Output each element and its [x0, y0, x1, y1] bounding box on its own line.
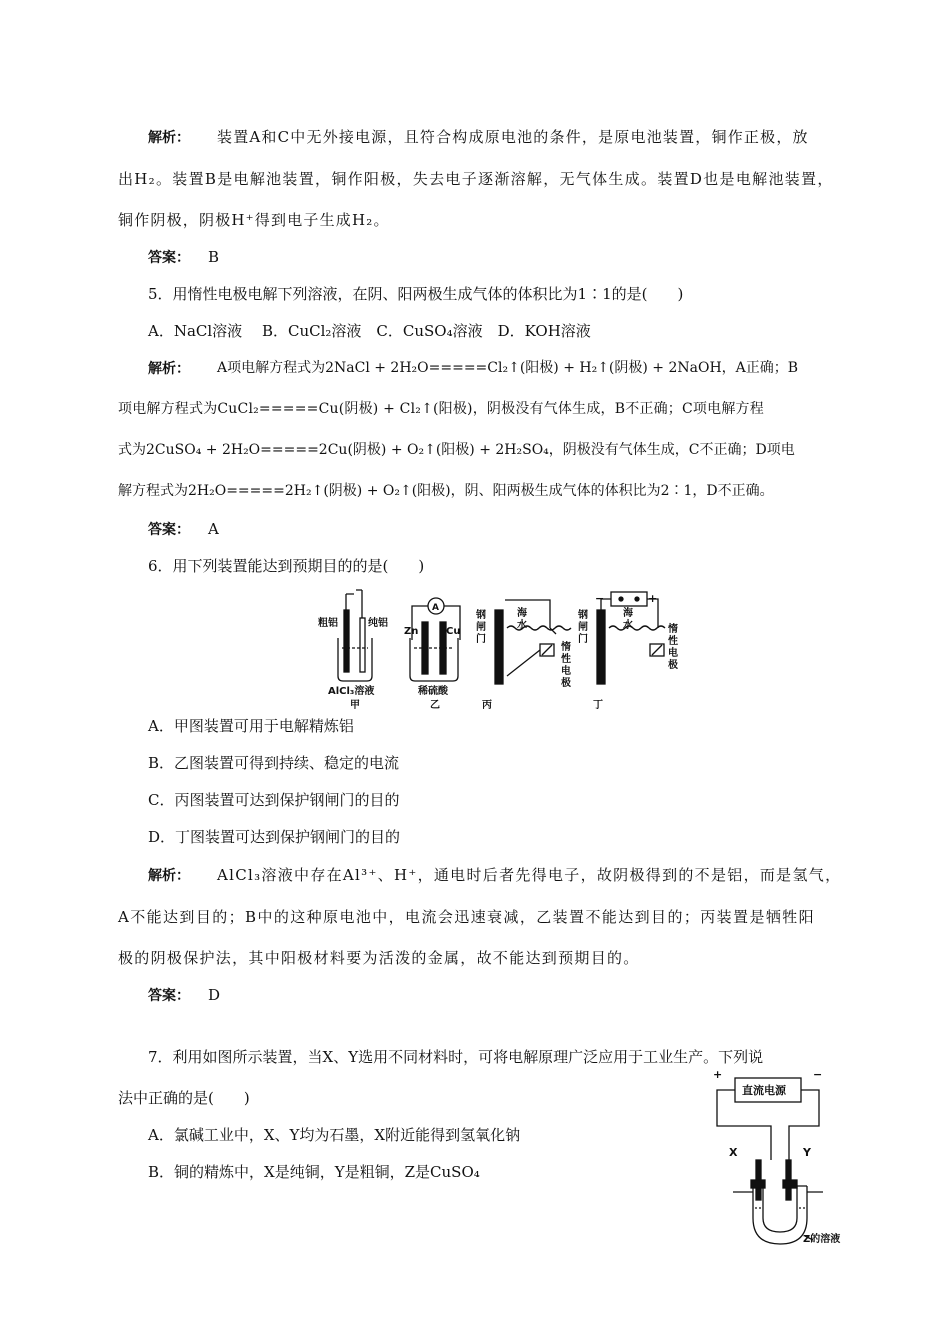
q6-option-b: B．乙图装置可得到持续、稳定的电流 — [148, 754, 400, 772]
q7-stem-line-1: 7．利用如图所示装置，当X、Y选用不同材料时，可将电解原理广泛应用于工业生产。下列说 — [148, 1048, 764, 1066]
q7-minus-sign: − — [813, 1068, 823, 1081]
yi-ammeter-label: A — [432, 603, 439, 613]
yi-right-label: Cu — [446, 626, 461, 637]
q5-answer: 答案： A — [148, 520, 219, 538]
q5-stem: 5．用惰性电极电解下列溶液，在阴、阳两极生成气体的体积比为1∶1的是( ) — [148, 285, 684, 303]
q4-analysis-label: 解析： — [148, 130, 190, 146]
ding-minus-sign: − — [595, 592, 605, 605]
q6-apparatus-figure — [310, 588, 700, 713]
q7-electrode-y-label: Y — [803, 1146, 811, 1159]
q7-electrolysis-figure — [705, 1068, 860, 1253]
q7-solution-label: Z的溶液 — [803, 1234, 841, 1245]
q4-analysis-line-3: 铜作阴极，阴极H⁺得到电子生成H₂。 — [118, 211, 390, 229]
bing-water-label: 海水 — [517, 608, 527, 631]
q6-analysis-line-3: 极的阴极保护法，其中阳极材料要为活泼的金属，故不能达到预期目的。 — [118, 949, 640, 967]
jia-left-label: 粗铝 — [318, 618, 338, 629]
q6-analysis-line-2: A不能达到目的；B中的这种原电池中，电流会迅速衰减，乙装置不能达到目的；丙装置是牺牲阳 — [118, 908, 816, 926]
bing-electrode-label: 惰性电极 — [561, 642, 571, 689]
q6-option-c: C．丙图装置可达到保护钢闸门的目的 — [148, 791, 400, 809]
yi-solution: 稀硫酸 — [418, 686, 448, 697]
ding-water-label: 海水 — [623, 608, 633, 631]
q5-options: A．NaCl溶液 B．CuCl₂溶液 C．CuSO₄溶液 D．KOH溶液 — [148, 322, 591, 340]
q6-option-a: A．甲图装置可用于电解精炼铝 — [148, 717, 354, 735]
q7-power-source-label: 直流电源 — [742, 1084, 786, 1097]
bing-caption: 丙 — [482, 700, 492, 711]
ding-caption: 丁 — [593, 700, 603, 711]
q5-analysis-label: 解析： — [148, 361, 190, 377]
bing-gate-label: 钢闸门 — [476, 610, 486, 645]
q6-analysis-label: 解析： — [148, 868, 190, 884]
q6-stem: 6．用下列装置能达到预期目的的是( ) — [148, 557, 425, 575]
ding-gate-label: 钢闸门 — [578, 610, 588, 645]
q5-analysis-line-4: 解方程式为2H₂O=====2H₂↑(阴极) + O₂↑(阳极)，阴、阳两极生成气体的体积比为2∶1，D不正确。 — [118, 483, 774, 499]
q6-analysis-line-1: AlCl₃溶液中存在Al³⁺、H⁺，通电时后者先得电子，故阴极得到的不是铝，而是氢气， — [217, 866, 842, 884]
jia-solution: AlCl₃溶液 — [328, 686, 375, 697]
q7-plus-sign: + — [713, 1068, 723, 1081]
q6-option-d: D．丁图装置可达到保护钢闸门的目的 — [148, 828, 401, 846]
ding-plus-sign: + — [648, 592, 658, 605]
q7-electrode-x-label: X — [729, 1146, 738, 1159]
q7-option-a: A．氯碱工业中，X、Y均为石墨，X附近能得到氢氧化钠 — [148, 1126, 521, 1144]
yi-caption: 乙 — [430, 700, 440, 711]
q5-analysis-line-3: 式为2CuSO₄ + 2H₂O=====2Cu(阴极) + O₂↑(阳极) + 2H₂SO₄，阴极没有气体生成，C不正确；D项电 — [118, 442, 795, 458]
q5-analysis-line-2: 项电解方程式为CuCl₂=====Cu(阴极) + Cl₂↑(阳极)，阴极没有气体生成，B不正确；C项电解方程 — [118, 401, 764, 417]
q4-analysis-line-1: 装置A和C中无外接电源，且符合构成原电池的条件，是原电池装置，铜作正极，放 — [217, 128, 809, 146]
q7-option-b: B．铜的精炼中，X是纯铜，Y是粗铜，Z是CuSO₄ — [148, 1163, 480, 1181]
jia-caption: 甲 — [350, 700, 360, 711]
ding-electrode-label: 惰性电极 — [668, 624, 678, 671]
q4-analysis-line-2: 出H₂。装置B是电解池装置，铜作阳极，失去电子逐渐溶解，无气体生成。装置D也是电解池装置， — [118, 170, 834, 188]
q6-answer: 答案： D — [148, 986, 221, 1004]
q4-answer: 答案： B — [148, 248, 220, 266]
q7-stem-line-2: 法中正确的是( ) — [118, 1089, 250, 1107]
q5-analysis-line-1: A项电解方程式为2NaCl + 2H₂O=====Cl₂↑(阳极) + H₂↑(阴极) + 2NaOH，A正确；B — [217, 360, 799, 376]
jia-right-label: 纯铝 — [368, 618, 388, 629]
yi-left-label: Zn — [404, 626, 419, 637]
